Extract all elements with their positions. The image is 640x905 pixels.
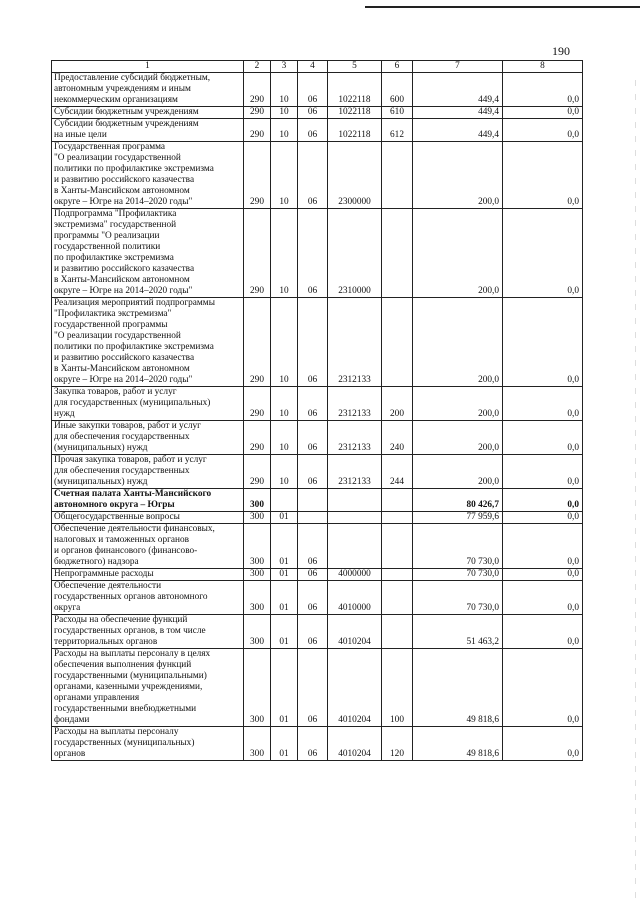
main-admin-cell: 290 — [244, 209, 271, 298]
target-article-cell: 1022118 — [328, 107, 382, 119]
table-row — [52, 524, 583, 569]
column-header: 7 — [413, 61, 503, 73]
amount-cell: 80 426,7 — [413, 489, 503, 512]
target-article-cell: 2312133 — [328, 387, 382, 421]
table-body — [52, 73, 583, 761]
section-cell: 01 — [271, 581, 298, 615]
row-name-cell: Общегосударственные вопросы — [52, 512, 244, 524]
target-article-cell: 2312133 — [328, 298, 382, 387]
header-row — [52, 61, 583, 73]
subsection-cell: 06 — [298, 142, 328, 209]
subvention-cell: 0,0 — [503, 107, 583, 119]
section-cell: 01 — [271, 524, 298, 569]
row-name-cell: Расходы на выплаты персоналу в целях обеспечения выполнения функций государственными (муниципальными) органами, казенными учреждениями, органами управления государственными внебюджетными фондами — [52, 649, 244, 727]
subsection-cell: 06 — [298, 421, 328, 455]
subsection-cell: 06 — [298, 727, 328, 761]
expense-type-cell — [382, 209, 413, 298]
target-article-cell: 1022118 — [328, 119, 382, 142]
main-admin-cell: 300 — [244, 569, 271, 581]
subvention-cell: 0,0 — [503, 569, 583, 581]
main-admin-cell: 300 — [244, 649, 271, 727]
main-admin-cell: 290 — [244, 455, 271, 489]
amount-cell: 200,0 — [413, 421, 503, 455]
section-cell: 10 — [271, 421, 298, 455]
budget-table — [51, 60, 583, 761]
amount-cell: 200,0 — [413, 298, 503, 387]
amount-cell: 449,4 — [413, 73, 503, 107]
section-cell: 10 — [271, 142, 298, 209]
subsection-cell: 06 — [298, 569, 328, 581]
amount-cell: 70 730,0 — [413, 524, 503, 569]
top-rule — [365, 6, 640, 8]
amount-cell: 70 730,0 — [413, 569, 503, 581]
subvention-cell: 0,0 — [503, 524, 583, 569]
table-row — [52, 119, 583, 142]
target-article-cell — [328, 524, 382, 569]
row-name-cell: Обеспечение деятельности государственных органов автономного округа — [52, 581, 244, 615]
expense-type-cell — [382, 512, 413, 524]
target-article-cell: 4010204 — [328, 649, 382, 727]
subvention-cell: 0,0 — [503, 489, 583, 512]
expense-type-cell — [382, 581, 413, 615]
table-row — [52, 581, 583, 615]
subsection-cell: 06 — [298, 107, 328, 119]
subsection-cell: 06 — [298, 119, 328, 142]
amount-cell: 449,4 — [413, 107, 503, 119]
subvention-cell: 0,0 — [503, 455, 583, 489]
amount-cell: 77 959,6 — [413, 512, 503, 524]
expense-type-cell — [382, 142, 413, 209]
table-row — [52, 298, 583, 387]
amount-cell: 200,0 — [413, 209, 503, 298]
expense-type-cell — [382, 298, 413, 387]
table-row — [52, 455, 583, 489]
expense-type-cell: 612 — [382, 119, 413, 142]
amount-cell: 200,0 — [413, 455, 503, 489]
amount-cell: 51 463,2 — [413, 615, 503, 649]
row-name-cell: Обеспечение деятельности финансовых, налоговых и таможенных органов и органов финансового (финансово- бюджетного) надзора — [52, 524, 244, 569]
subsection-cell — [298, 512, 328, 524]
expense-type-cell — [382, 569, 413, 581]
section-cell: 01 — [271, 727, 298, 761]
section-cell — [271, 489, 298, 512]
row-name-cell: Иные закупки товаров, работ и услуг для обеспечения государственных (муниципальных) нужд — [52, 421, 244, 455]
subsection-cell: 06 — [298, 455, 328, 489]
expense-type-cell — [382, 615, 413, 649]
row-name-cell: Реализация мероприятий подпрограммы "Профилактика экстремизма" государственной программы "О реализации государственной политики по профилактике экстремизма и развитию российского казачества в Ханты-Мансийском автономном округе – Югре на 2014–2020 годы" — [52, 298, 244, 387]
subvention-cell: 0,0 — [503, 615, 583, 649]
section-cell: 10 — [271, 73, 298, 107]
section-cell: 10 — [271, 298, 298, 387]
scan-edge — [635, 80, 636, 900]
table-row — [52, 421, 583, 455]
column-header: 4 — [298, 61, 328, 73]
main-admin-cell: 290 — [244, 119, 271, 142]
table-row — [52, 615, 583, 649]
section-cell: 10 — [271, 455, 298, 489]
expense-type-cell: 244 — [382, 455, 413, 489]
column-header: 8 — [503, 61, 583, 73]
column-header: 2 — [244, 61, 271, 73]
subsection-cell: 06 — [298, 73, 328, 107]
target-article-cell: 2312133 — [328, 455, 382, 489]
table-row — [52, 649, 583, 727]
expense-type-cell: 200 — [382, 387, 413, 421]
row-name-cell: Предоставление субсидий бюджетным, автономным учреждениям и иным некоммерческим организациям — [52, 73, 244, 107]
subvention-cell: 0,0 — [503, 649, 583, 727]
subsection-cell: 06 — [298, 387, 328, 421]
subvention-cell: 0,0 — [503, 727, 583, 761]
main-admin-cell: 300 — [244, 581, 271, 615]
target-article-cell: 4010204 — [328, 615, 382, 649]
subsection-cell: 06 — [298, 209, 328, 298]
main-admin-cell: 290 — [244, 298, 271, 387]
expense-type-cell — [382, 524, 413, 569]
section-cell: 10 — [271, 209, 298, 298]
row-name-cell: Государственная программа "О реализации государственной политики по профилактике экстремизма и развитию российского казачества в Ханты-Мансийском автономном округе – Югре на 2014–2020 годы" — [52, 142, 244, 209]
target-article-cell — [328, 489, 382, 512]
target-article-cell: 4010000 — [328, 581, 382, 615]
main-admin-cell: 300 — [244, 489, 271, 512]
expense-type-cell: 240 — [382, 421, 413, 455]
subvention-cell: 0,0 — [503, 119, 583, 142]
table-row — [52, 107, 583, 119]
table-row — [52, 727, 583, 761]
expense-type-cell: 120 — [382, 727, 413, 761]
page-number: 190 — [552, 44, 570, 58]
table-row — [52, 73, 583, 107]
amount-cell: 449,4 — [413, 119, 503, 142]
section-cell: 01 — [271, 512, 298, 524]
subvention-cell: 0,0 — [503, 387, 583, 421]
column-header: 3 — [271, 61, 298, 73]
row-name-cell: Счетная палата Ханты-Мансийского автономного округа – Югры — [52, 489, 244, 512]
row-name-cell: Субсидии бюджетным учреждениям на иные цели — [52, 119, 244, 142]
subsection-cell: 06 — [298, 581, 328, 615]
subsection-cell: 06 — [298, 649, 328, 727]
row-name-cell: Закупка товаров, работ и услуг для государственных (муниципальных) нужд — [52, 387, 244, 421]
row-name-cell: Подпрограмма "Профилактика экстремизма" государственной программы "О реализации государственной политики по профилактике экстремизма и развитию российского казачества в Ханты-Мансийском автономном округе – Югре на 2014–2020 годы" — [52, 209, 244, 298]
column-header: 6 — [382, 61, 413, 73]
target-article-cell: 1022118 — [328, 73, 382, 107]
row-name-cell: Расходы на обеспечение функций государственных органов, в том числе территориальных органов — [52, 615, 244, 649]
main-admin-cell: 290 — [244, 421, 271, 455]
expense-type-cell: 100 — [382, 649, 413, 727]
section-cell: 10 — [271, 387, 298, 421]
subvention-cell: 0,0 — [503, 298, 583, 387]
subvention-cell: 0,0 — [503, 512, 583, 524]
expense-type-cell: 600 — [382, 73, 413, 107]
table-row — [52, 569, 583, 581]
subvention-cell: 0,0 — [503, 73, 583, 107]
section-cell: 10 — [271, 119, 298, 142]
section-cell: 01 — [271, 649, 298, 727]
column-header: 5 — [328, 61, 382, 73]
target-article-cell: 2312133 — [328, 421, 382, 455]
amount-cell: 200,0 — [413, 387, 503, 421]
table-row — [52, 142, 583, 209]
amount-cell: 200,0 — [413, 142, 503, 209]
row-name-cell: Субсидии бюджетным учреждениям — [52, 107, 244, 119]
expense-type-cell: 610 — [382, 107, 413, 119]
target-article-cell — [328, 512, 382, 524]
row-name-cell: Расходы на выплаты персоналу государственных (муниципальных) органов — [52, 727, 244, 761]
column-header: 1 — [52, 61, 244, 73]
row-name-cell: Прочая закупка товаров, работ и услуг для обеспечения государственных (муниципальных) нужд — [52, 455, 244, 489]
main-admin-cell: 290 — [244, 387, 271, 421]
table-row — [52, 489, 583, 512]
amount-cell: 49 818,6 — [413, 727, 503, 761]
subsection-cell: 06 — [298, 615, 328, 649]
subsection-cell — [298, 489, 328, 512]
section-cell: 01 — [271, 569, 298, 581]
main-admin-cell: 300 — [244, 727, 271, 761]
target-article-cell: 2300000 — [328, 142, 382, 209]
main-admin-cell: 290 — [244, 73, 271, 107]
main-admin-cell: 300 — [244, 524, 271, 569]
amount-cell: 70 730,0 — [413, 581, 503, 615]
subsection-cell: 06 — [298, 298, 328, 387]
subvention-cell: 0,0 — [503, 581, 583, 615]
amount-cell: 49 818,6 — [413, 649, 503, 727]
expense-type-cell — [382, 489, 413, 512]
subvention-cell: 0,0 — [503, 421, 583, 455]
subvention-cell: 0,0 — [503, 142, 583, 209]
main-admin-cell: 290 — [244, 142, 271, 209]
main-admin-cell: 300 — [244, 512, 271, 524]
table-row — [52, 209, 583, 298]
subsection-cell: 06 — [298, 524, 328, 569]
table-row — [52, 387, 583, 421]
subvention-cell: 0,0 — [503, 209, 583, 298]
table-row — [52, 512, 583, 524]
section-cell: 10 — [271, 107, 298, 119]
row-name-cell: Непрограммные расходы — [52, 569, 244, 581]
target-article-cell: 4000000 — [328, 569, 382, 581]
target-article-cell: 4010204 — [328, 727, 382, 761]
section-cell: 01 — [271, 615, 298, 649]
target-article-cell: 2310000 — [328, 209, 382, 298]
main-admin-cell: 290 — [244, 107, 271, 119]
main-admin-cell: 300 — [244, 615, 271, 649]
